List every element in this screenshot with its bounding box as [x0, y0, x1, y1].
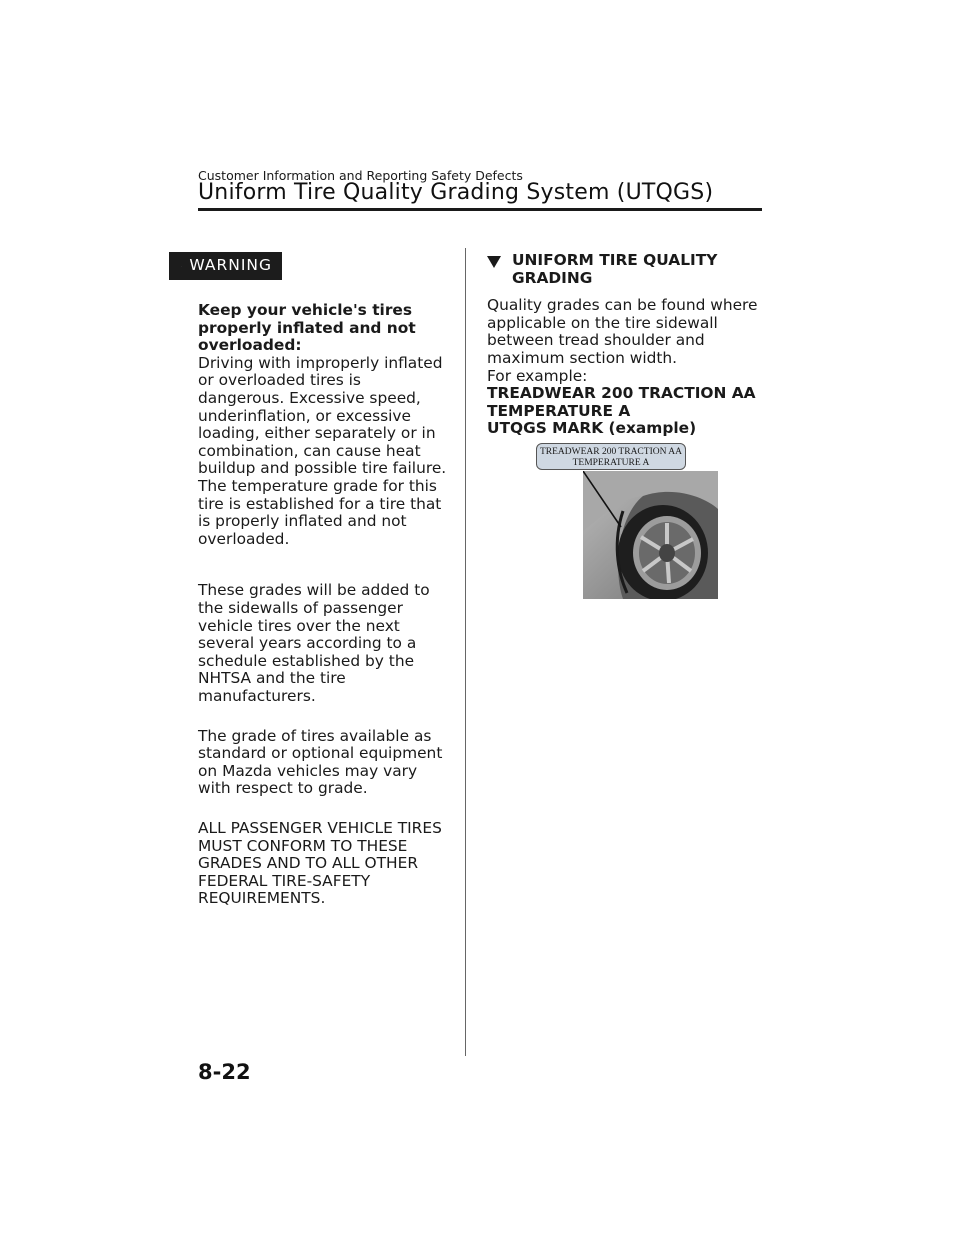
paragraph: Quality grades can be found where applicable on the tire sidewall between tread shoulder and maximum section width. — [487, 296, 758, 367]
triangle-down-icon — [487, 256, 501, 268]
example-line: TREADWEAR 200 TRACTION AA — [487, 384, 756, 403]
page-title: Uniform Tire Quality Grading System (UTQGS) — [198, 180, 714, 205]
utqgs-mark-figure — [532, 440, 718, 600]
tire-photo — [583, 471, 718, 599]
warning-body: Driving with improperly inflated or overloaded tires is dangerous. Excessive speed, underinflation, or excessive loading, either separately or in combination, can cause heat buildup and possible tire failure. The temperature grade for this tire is established for a tire that is properly inflated and not overloaded. — [198, 353, 447, 548]
title-rule — [198, 208, 762, 211]
warning-banner — [169, 252, 282, 280]
right-column — [487, 252, 762, 438]
paragraph: These grades will be added to the sidewalls of passenger vehicle tires over the next several years according to a schedule established by the NHTSA and the tire manufacturers. — [198, 581, 430, 705]
paragraph: The grade of tires available as standard or optional equipment on Mazda vehicles may vary with respect to grade. — [198, 726, 443, 798]
left-column — [189, 252, 450, 908]
callout-line: TREADWEAR 200 TRACTION AA — [539, 447, 683, 457]
example-line: TEMPERATURE A — [487, 401, 631, 420]
paragraph: ALL PASSENGER VEHICLE TIRES MUST CONFORM TO THESE GRADES AND TO ALL OTHER FEDERAL TIRE-SAFETY REQUIREMENTS. — [198, 818, 442, 908]
example-intro: For example: — [487, 366, 588, 385]
callout-line: TEMPERATURE A — [572, 458, 650, 468]
warning-label: WARNING — [189, 256, 272, 275]
section-name: Customer Information and Reporting Safety Defects — [198, 168, 523, 183]
column-divider — [465, 248, 466, 1056]
subsection-heading-text: UNIFORM TIRE QUALITY GRADING — [512, 251, 718, 287]
page-number: 8-22 — [198, 1060, 251, 1084]
subsection-heading — [487, 252, 762, 287]
figure-caption: UTQGS MARK (example) — [487, 419, 697, 438]
warning-heading: Keep your vehicle's tires properly inflated and not overloaded: — [198, 301, 416, 355]
callout-label — [536, 443, 686, 470]
